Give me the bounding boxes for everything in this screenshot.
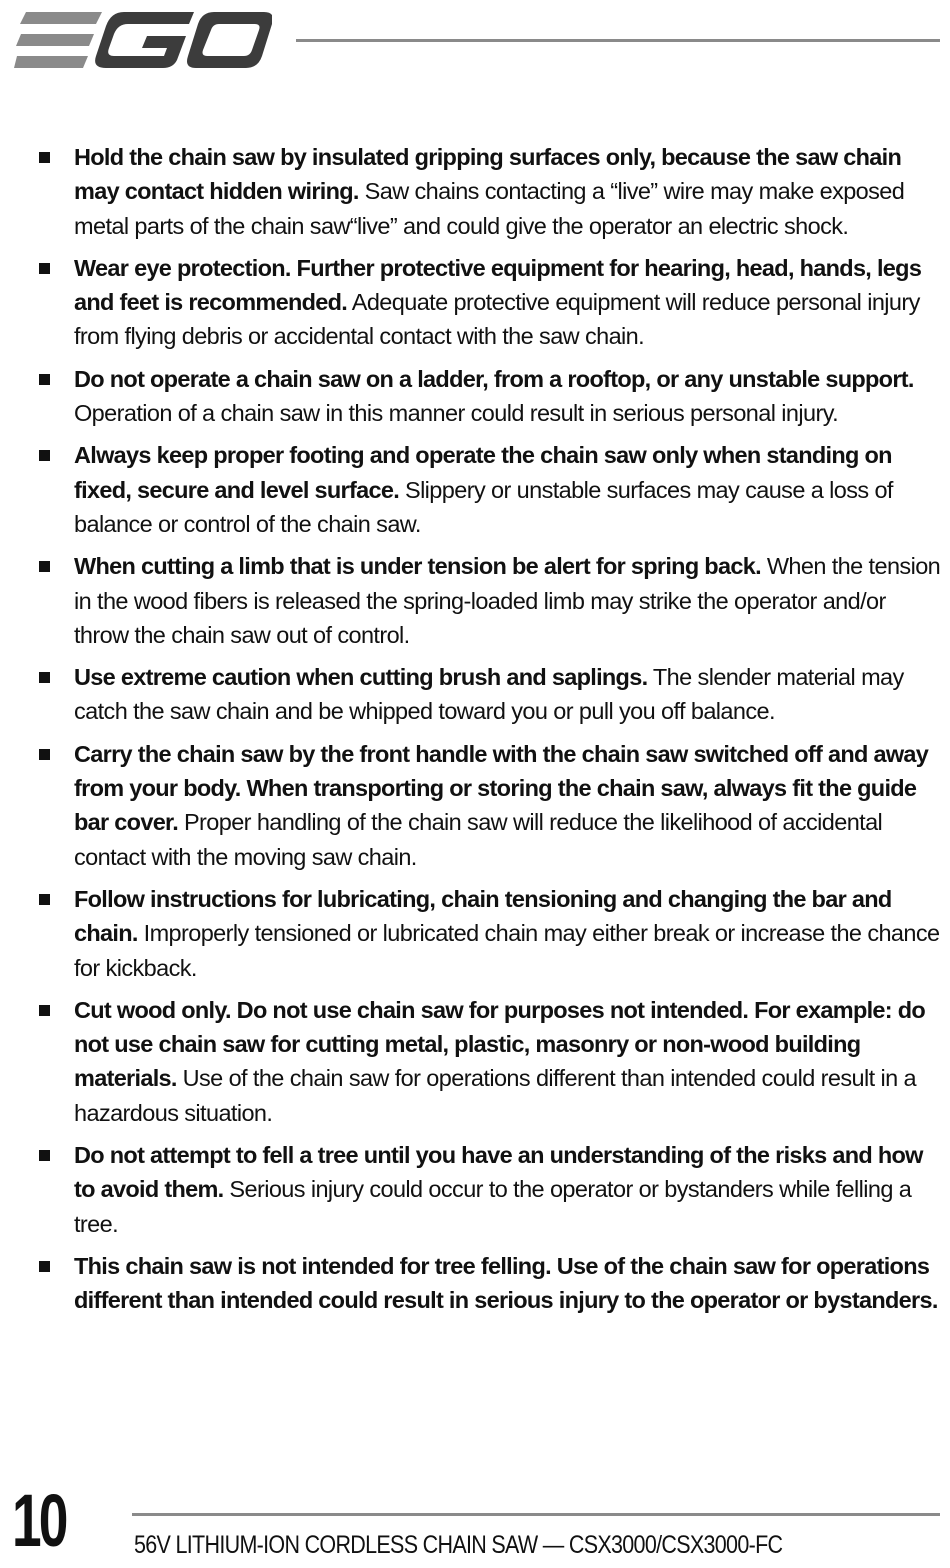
safety-bullet-item	[36, 1138, 942, 1241]
footer-rule	[132, 1513, 940, 1516]
ego-logo	[14, 12, 272, 68]
logo-e-mark	[14, 12, 102, 68]
safety-bullet-item	[36, 1249, 942, 1318]
bullet-body-text: Saw chains contacting a “live” wire may make exposed metal parts of the chain saw“live” and could give the operator an electric shock.	[74, 178, 905, 239]
bullet-square-icon	[39, 450, 50, 461]
safety-bullet-item	[36, 737, 942, 874]
safety-bullet-item	[36, 660, 942, 729]
bullet-square-icon	[39, 374, 50, 385]
bullet-square-icon	[39, 1005, 50, 1016]
logo-g-mark	[95, 12, 194, 68]
safety-bullet-item	[36, 993, 942, 1130]
bullet-bold-text: Use extreme caution when cutting brush and saplings.	[74, 664, 648, 691]
header-rule	[296, 39, 940, 42]
safety-bullet-list	[36, 140, 942, 1318]
bullet-square-icon	[39, 672, 50, 683]
bullet-bold-text: Hold the chain saw by insulated gripping surfaces only, because the saw chain may contact hidden wiring.	[74, 144, 902, 205]
bullet-bold-text: Follow instructions for lubricating, chain tensioning and changing the bar and chain.	[74, 885, 892, 947]
safety-content	[36, 140, 942, 1326]
page-header	[0, 0, 950, 80]
bullet-square-icon	[39, 1150, 50, 1161]
bullet-square-icon	[39, 894, 50, 905]
bullet-bold-text: Carry the chain saw by the front handle with the chain saw switched off and away from your body. When transporting or storing the chain saw, always fit the guide bar cover.	[74, 740, 929, 836]
safety-bullet-item	[36, 362, 942, 431]
safety-bullet-item	[36, 549, 942, 652]
bullet-square-icon	[39, 749, 50, 760]
bullet-body-text: Slippery or unstable surfaces may cause a loss of balance or control of the chain saw.	[74, 476, 893, 537]
safety-bullet-item	[36, 438, 942, 541]
bullet-square-icon	[39, 1261, 50, 1272]
bullet-square-icon	[39, 561, 50, 572]
bullet-body-text: Proper handling of the chain saw will reduce the likelihood of accidental contact with the moving saw chain.	[74, 809, 883, 870]
bullet-body-text: Use of the chain saw for operations different than intended could result in a hazardous situation.	[74, 1065, 916, 1126]
bullet-body-text: Operation of a chain saw in this manner could result in serious personal injury.	[74, 400, 839, 427]
safety-bullet-item	[36, 882, 942, 985]
safety-bullet-item	[36, 140, 942, 243]
bullet-bold-text: When cutting a limb that is under tension be alert for spring back.	[74, 553, 761, 580]
bullet-bold-text: Always keep proper footing and operate the chain saw only when standing on fixed, secure and level surface.	[74, 442, 892, 503]
bullet-bold-text: Wear eye protection. Further protective equipment for hearing, head, hands, legs and feet is recommended.	[74, 254, 922, 316]
footer-title: 56V LITHIUM-ION CORDLESS CHAIN SAW — CSX3000/CSX3000-FC	[134, 1531, 783, 1559]
bullet-bold-text: Cut wood only. Do not use chain saw for purposes not intended. For example: do not use chain saw for cutting metal, plastic, masonry or non-wood building materials.	[74, 996, 926, 1092]
logo-o-mark	[187, 12, 272, 68]
page-number: 10	[12, 1479, 66, 1562]
bullet-body-text: Improperly tensioned or lubricated chain may either break or increase the chance for kickback.	[74, 920, 940, 981]
bullet-square-icon	[39, 263, 50, 274]
bullet-body-text: When the tension in the wood fibers is released the spring-loaded limb may strike the operator and/or throw the chain saw out of control.	[74, 553, 941, 648]
bullet-bold-text: This chain saw is not intended for tree felling. Use of the chain saw for operations different than intended could result in serious injury to the operator or bystanders.	[74, 1252, 938, 1314]
bullet-body-text: Adequate protective equipment will reduce personal injury from flying debris or accidental contact with the saw chain.	[74, 289, 920, 350]
bullet-square-icon	[39, 152, 50, 163]
safety-bullet-item	[36, 251, 942, 354]
bullet-bold-text: Do not attempt to fell a tree until you have an understanding of the risks and how to avoid them.	[74, 1142, 923, 1203]
bullet-bold-text: Do not operate a chain saw on a ladder, from a rooftop, or any unstable support.	[74, 365, 914, 392]
bullet-body-text: Serious injury could occur to the operator or bystanders while felling a tree.	[74, 1176, 912, 1237]
bullet-body-text: The slender material may catch the saw chain and be whipped toward you or pull you off balance.	[74, 664, 904, 725]
